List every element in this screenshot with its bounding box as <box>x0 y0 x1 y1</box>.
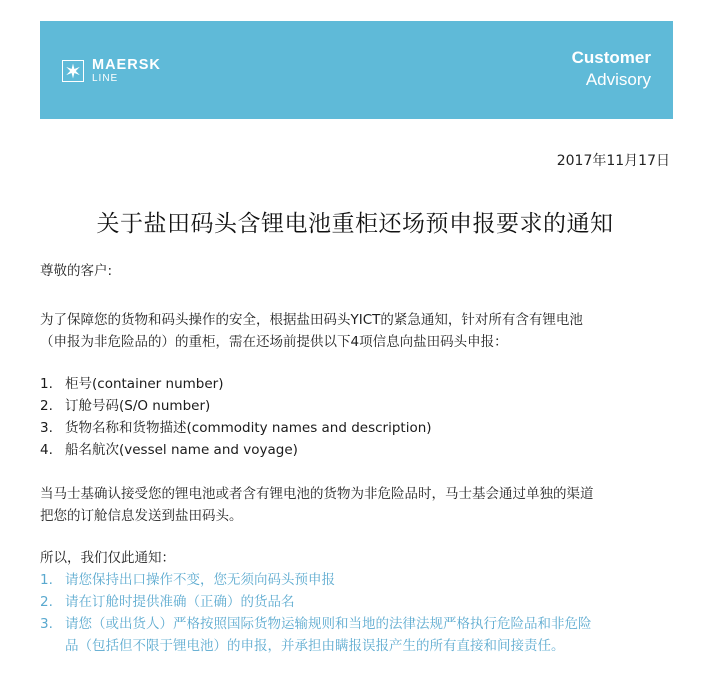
confirmation-paragraph <box>40 483 594 527</box>
list-number: 4. <box>40 442 53 458</box>
notice-heading: 所以，我们仅此通知： <box>40 550 175 566</box>
logo-subtitle: LINE <box>92 72 119 84</box>
list-number: 3. <box>40 420 53 436</box>
notice-text-block <box>65 613 592 657</box>
maersk-logo <box>62 58 161 84</box>
notice-date: 2017年11月17日 <box>556 153 670 169</box>
notice-item <box>40 613 592 657</box>
list-number: 1. <box>40 376 53 392</box>
intro-paragraph <box>40 309 583 353</box>
notice-list <box>40 569 592 657</box>
page-title: 关于盐田码头含锂电池重柜还场预申报要求的通知 <box>96 211 614 237</box>
notice-item <box>40 591 592 613</box>
intro-line: 为了保障您的货物和码头操作的安全，根据盐田码头YICT的紧急通知，针对所有含有锂电池 <box>40 312 583 328</box>
notice-number: 1. <box>40 572 53 588</box>
confirmation-line: 把您的订舱信息发送到盐田码头。 <box>40 508 243 524</box>
advisory-line-2: Advisory <box>585 70 651 89</box>
list-item <box>40 373 432 395</box>
list-text: 订舱号码(S/O number) <box>65 398 211 414</box>
notice-item <box>40 569 592 591</box>
advisory-label <box>572 47 651 91</box>
list-text: 货物名称和货物描述(commodity names and description) <box>65 420 432 436</box>
notice-number: 2. <box>40 594 53 610</box>
notice-text: 请您保持出口操作不变，您无须向码头预申报 <box>65 572 335 588</box>
header-banner <box>40 21 673 119</box>
list-text: 柜号(container number) <box>65 376 224 392</box>
logo-wordmark: MAERSK <box>92 57 161 73</box>
confirmation-line: 当马士基确认接受您的锂电池或者含有锂电池的货物为非危险品时，马士基会通过单独的渠道 <box>40 486 594 502</box>
notice-text: 请在订舱时提供准确（正确）的货品名 <box>65 594 295 610</box>
notice-text: 品（包括但不限于锂电池）的申报，并承担由瞒报误报产生的所有直接和间接责任。 <box>65 638 565 654</box>
list-item <box>40 395 432 417</box>
notice-text: 请您（或出货人）严格按照国际货物运输规则和当地的法律法规严格执行危险品和非危险 <box>65 616 592 632</box>
list-number: 2. <box>40 398 53 414</box>
list-item <box>40 439 432 461</box>
maersk-star-icon <box>62 60 84 82</box>
notice-number: 3. <box>40 616 53 632</box>
intro-line: （申报为非危险品的）的重柜，需在还场前提供以下4项信息向盐田码头申报： <box>40 334 508 350</box>
list-text: 船名航次(vessel name and voyage) <box>65 442 298 458</box>
list-item <box>40 417 432 439</box>
greeting: 尊敬的客户: <box>40 263 113 279</box>
requirements-list <box>40 373 432 461</box>
advisory-line-1: Customer <box>571 48 651 67</box>
